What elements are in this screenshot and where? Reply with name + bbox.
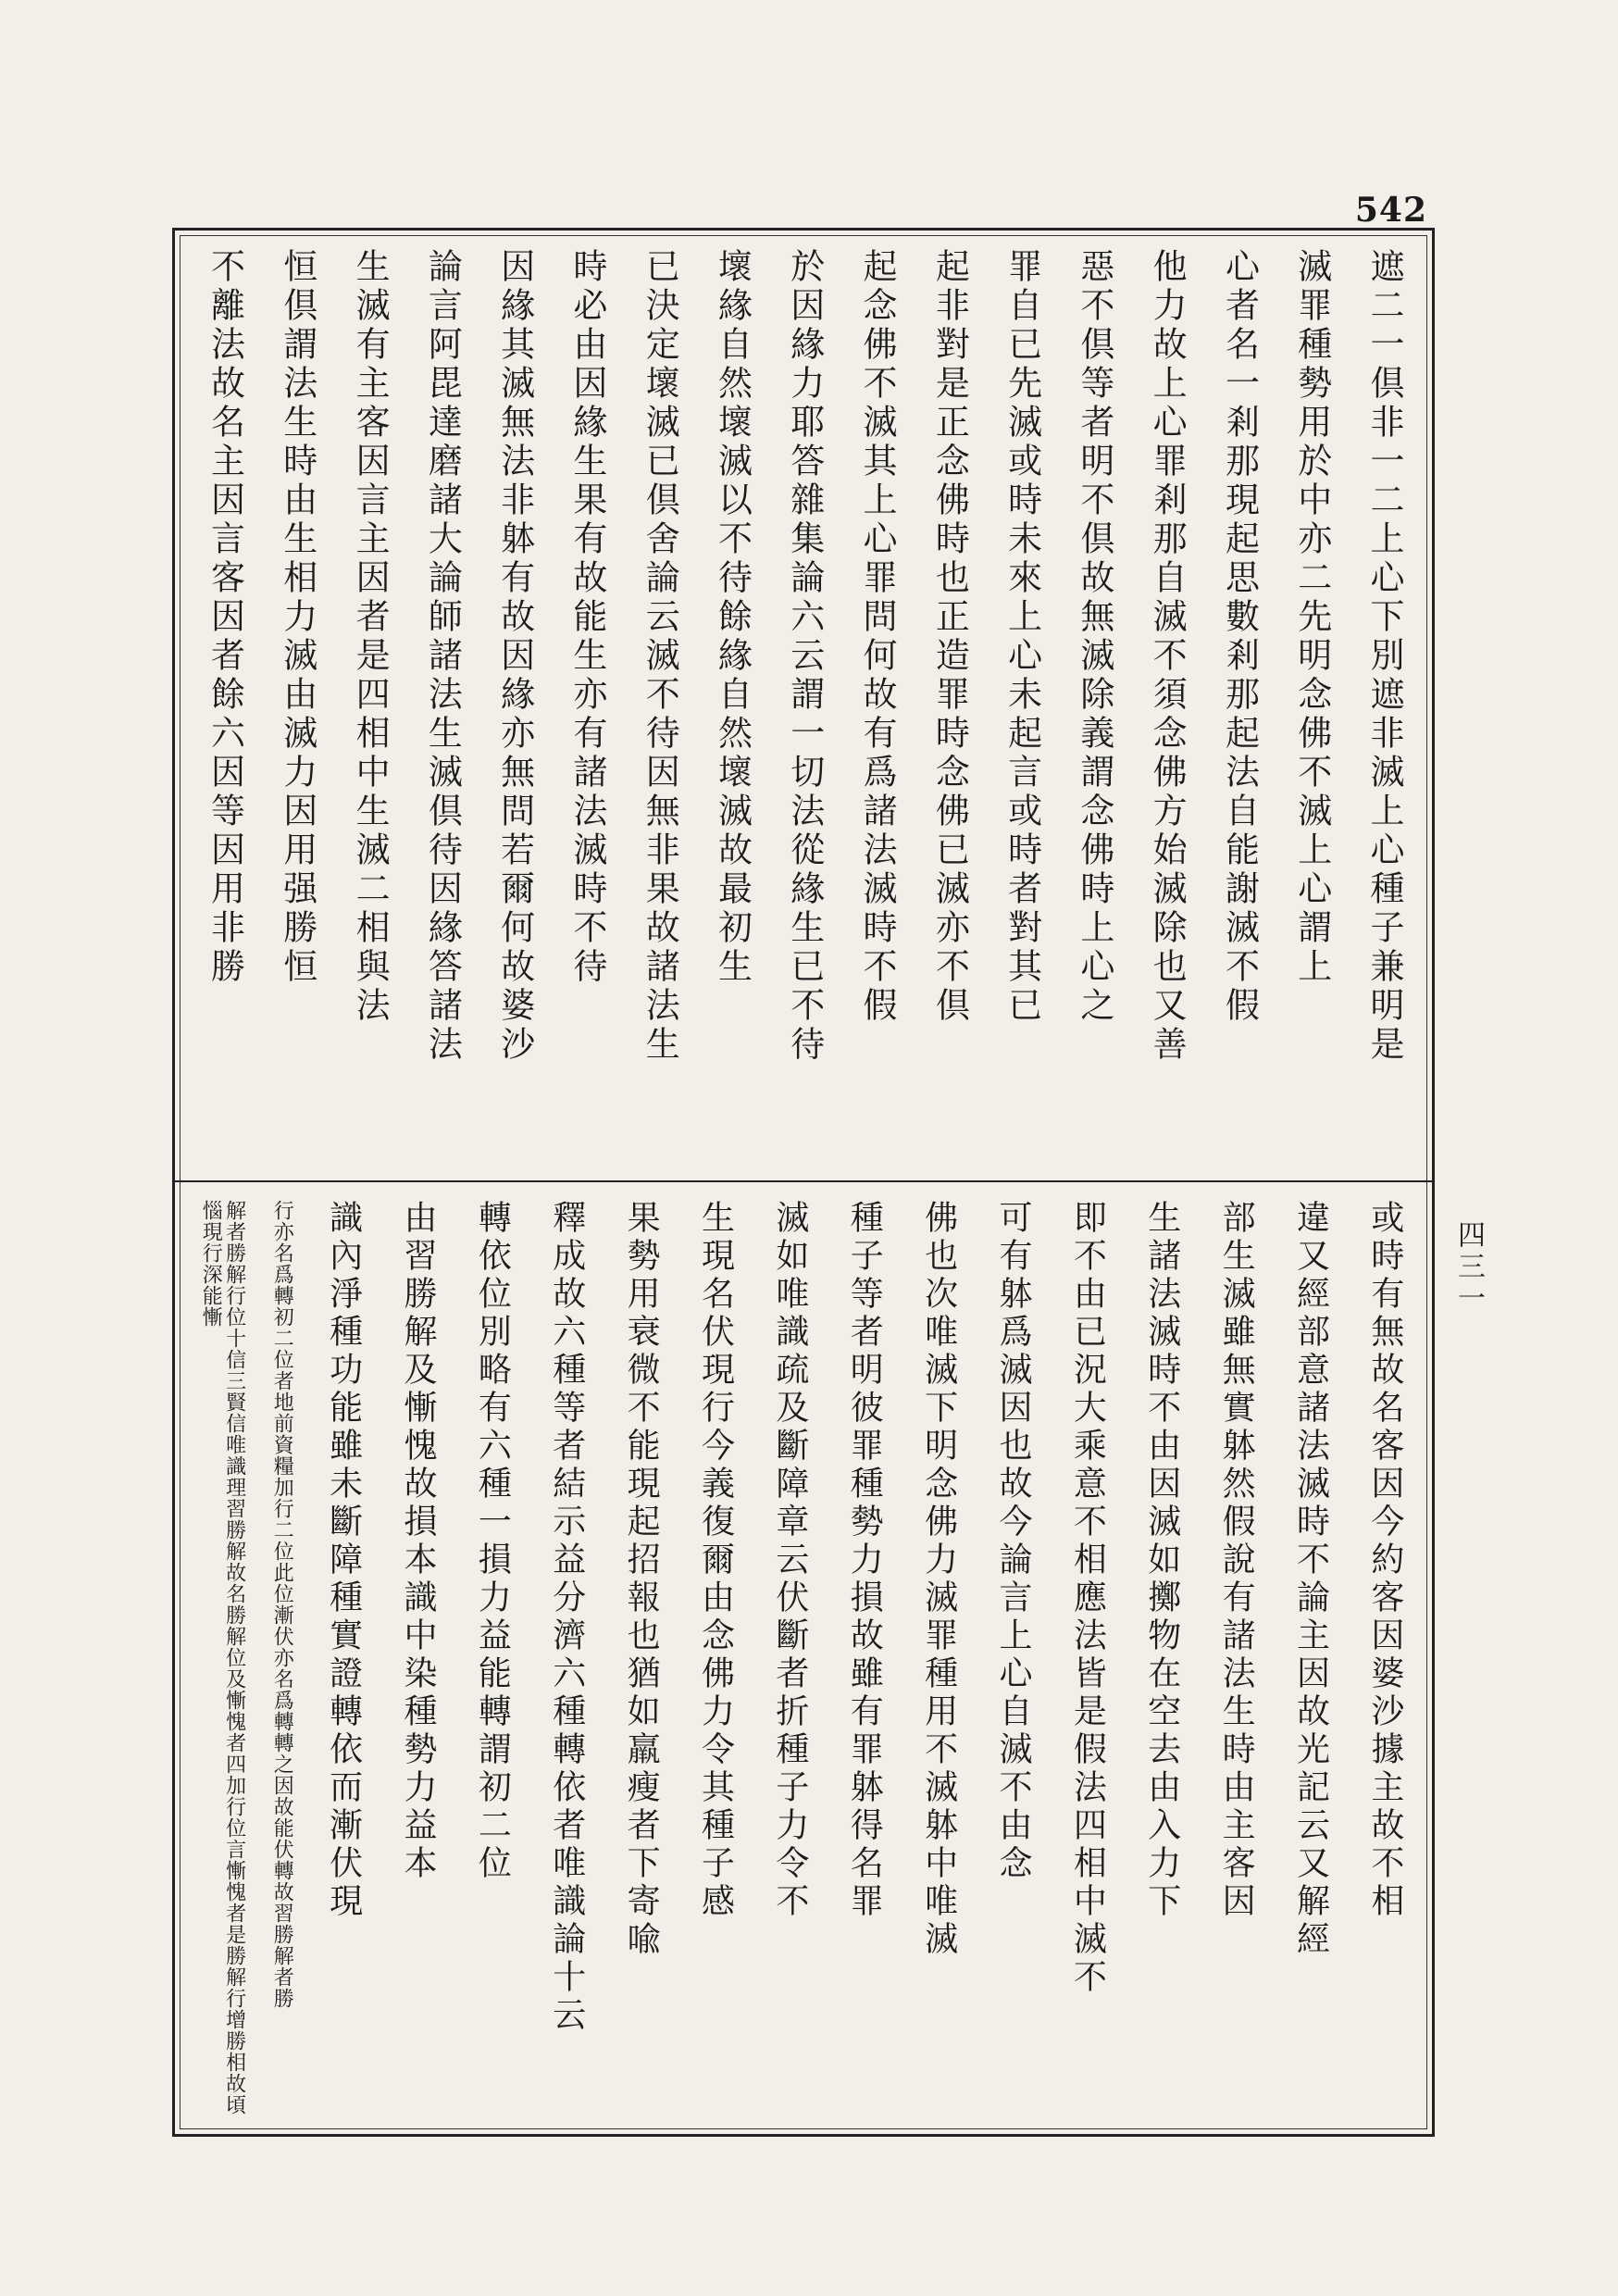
text-column: 不離法故名主因言客因者餘六因等因用非勝 <box>205 248 245 987</box>
text-column: 罪自已先滅或時未來上心未起言或時者對其已 <box>1002 248 1042 1026</box>
text-column: 惡不倶等者明不倶故無滅除義謂念佛時上心之 <box>1074 248 1114 1026</box>
upper-text-block <box>190 248 1419 1165</box>
text-column: 已決定壞滅已倶舍論云滅不待因無非果故諸法生 <box>640 248 680 1065</box>
page-number: 542 <box>1354 191 1427 230</box>
text-column: 生滅有主客因言主因者是四相中生滅二相與法 <box>350 248 391 1026</box>
text-column: 識內淨種功能雖未斷障種實證轉依而漸伏現 <box>324 1200 363 1921</box>
text-column: 時必由因緣生果有故能生亦有諸法滅時不待 <box>566 248 607 987</box>
text-column: 恒倶謂法生時由生相力滅由滅力因用强勝恒 <box>277 248 317 987</box>
text-column: 可有躰爲滅因也故今論言上心自滅不由念 <box>994 1200 1033 1883</box>
text-column: 種子等者明彼罪種勢力損故雖有罪躰得名罪 <box>845 1200 884 1921</box>
text-column: 滅罪種勢用於中亦二先明念佛不滅上心謂上 <box>1291 248 1332 987</box>
text-column: 果勢用衰微不能現起招報也猶如羸瘦者下寄喩 <box>622 1200 661 1959</box>
text-column: 由習勝解及慚愧故損本識中染種勢力益本 <box>399 1200 438 1883</box>
text-column: 滅如唯識疏及斷障章云伏斷者折種子力令不 <box>770 1200 809 1921</box>
text-column: 轉依位別略有六種一損力益能轉謂初二位 <box>473 1200 512 1883</box>
text-column: 論言阿毘達磨諸大論師諸法生滅倶待因緣答諸法 <box>422 248 463 1065</box>
frame-divider <box>172 1180 1435 1182</box>
text-column: 即不由已況大乘意不相應法皆是假法四相中滅不 <box>1068 1200 1107 1997</box>
text-column: 起念佛不滅其上心罪問何故有爲諸法滅時不假 <box>857 248 898 1026</box>
text-column: 違又經部意諸法滅時不論主因故光記云又解經 <box>1291 1200 1330 1959</box>
lower-text-block <box>190 1200 1419 2116</box>
note-column: 行亦名爲轉初二位者地前資糧加行二位此位漸伏亦名爲轉轉之因故能伏轉故習勝解者勝 <box>270 1200 294 2009</box>
text-column: 生諸法滅時不由因滅如擲物在空去由入力下 <box>1142 1200 1181 1921</box>
text-column: 釋成故六種等者結示益分濟六種轉依者唯識論十云 <box>547 1200 586 2035</box>
note-column: 解者勝解行位十信三賢信唯識理習勝解故名勝解位及慚愧者四加行位言慚愧者是勝解行增勝相故頃惱現行深能慚 <box>199 1200 246 2115</box>
text-column: 生現名伏現行今義復爾由念佛力令其種子感 <box>696 1200 735 1921</box>
text-column: 壞緣自然壞滅以不待餘緣自然壞滅故最初生 <box>712 248 753 987</box>
text-column: 部生滅雖無實躰然假說有諸法生時由主客因 <box>1217 1200 1256 1921</box>
text-column: 心者名一剎那現起思數剎那起法自能謝滅不假 <box>1219 248 1260 1026</box>
text-column: 佛也次唯滅下明念佛力滅罪種用不滅躰中唯滅 <box>919 1200 958 1959</box>
text-column: 遮二一倶非一二上心下別遮非滅上心種子兼明是 <box>1364 248 1404 1065</box>
text-column: 起非對是正念佛時也正造罪時念佛已滅亦不倶 <box>929 248 970 1026</box>
side-folio-label: 四三一 <box>1452 1220 1485 1315</box>
text-column: 於因緣力耶答雜集論六云謂一切法從緣生已不待 <box>784 248 825 1065</box>
text-column: 因緣其滅無法非躰有故因緣亦無問若爾何故婆沙 <box>494 248 535 1065</box>
text-column: 或時有無故名客因今約客因婆沙據主故不相 <box>1365 1200 1404 1921</box>
text-column: 他力故上心罪剎那自滅不須念佛方始滅除也又善 <box>1147 248 1188 1065</box>
